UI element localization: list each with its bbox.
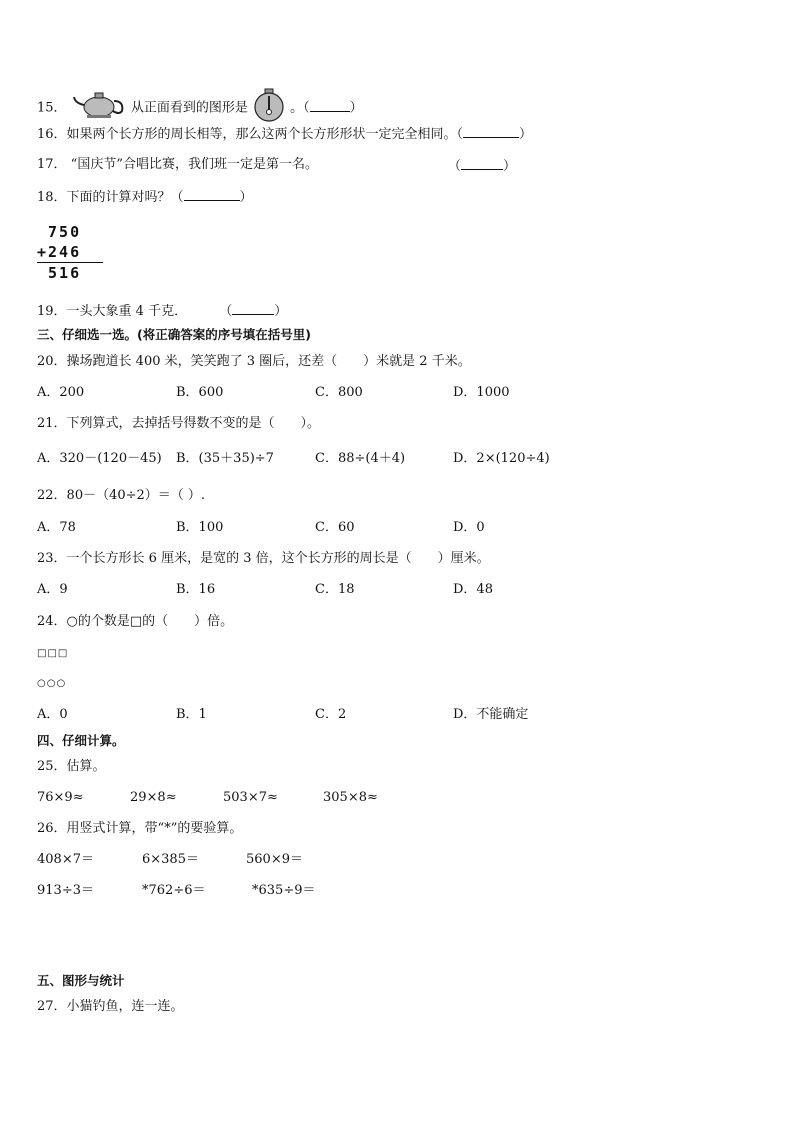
option-b[interactable]: B．(35＋35)÷7 [176,451,274,466]
option-b[interactable]: B．1 [176,707,207,722]
answer-blank[interactable] [463,124,519,138]
close-paren: ） [349,100,363,116]
circle-row: ○○○ [37,678,67,689]
question-16 [37,124,532,144]
estimate-item: 503×7≈ [223,790,278,805]
close-paren: ） [274,304,288,319]
question-text: 19．一头大象重 4 千克． [37,304,188,319]
option-a[interactable]: A．0 [37,707,68,722]
close-paren: ） [519,127,533,142]
calc-item: 408×7＝ [37,852,94,867]
option-a[interactable]: A．200 [37,385,85,400]
calc-item: 913÷3＝ [37,883,94,898]
question-15 [37,88,363,128]
estimate-item: 305×8≈ [323,790,378,805]
question-22: 22．80－（40÷2）＝（ ）. [37,488,206,503]
option-d[interactable]: D．0 [453,520,485,535]
answer-blank[interactable] [184,187,240,201]
estimate-item: 29×8≈ [130,790,177,805]
question-24: 24．○的个数是□的（ ）倍。 [37,614,234,629]
calc-item: 6×385＝ [142,852,199,867]
question-text: 。（ [290,100,310,116]
question-20: 20．操场跑道长 400 米，笑笑跑了 3 圈后，还差（ ）米就是 2 千米。 [37,354,471,369]
option-c[interactable]: C．88÷(4＋4) [315,451,406,466]
calc-item: *762÷6＝ [142,883,206,898]
option-d[interactable]: D．2×(120÷4) [453,451,550,466]
answer-paren-17 [448,156,516,176]
option-d[interactable]: D．不能确定 [453,707,529,722]
option-c[interactable]: C．18 [315,582,355,597]
answer-blank[interactable] [461,156,503,170]
option-a[interactable]: A．320－(120－45) [37,451,162,466]
option-d[interactable]: D．48 [453,582,493,597]
question-23: 23．一个长方形长 6 厘米，是宽的 3 倍，这个长方形的周长是（ ）厘米。 [37,551,490,566]
option-b[interactable]: B．600 [176,385,224,400]
question-number: 15． [37,100,67,116]
question-27: 27．小猫钓鱼，连一连。 [37,999,184,1014]
option-b[interactable]: B．16 [176,582,216,597]
section-3-heading: 三、仔细选一选。(将正确答案的序号填在括号里) [37,327,311,342]
question-21: 21．下列算式，去掉括号得数不变的是（ ）。 [37,416,321,431]
estimate-item: 76×9≈ [37,790,84,805]
option-a[interactable]: A．78 [37,520,76,535]
vertical-row: +246 [37,243,82,261]
open-paren: （ [219,304,233,319]
answer-blank[interactable] [232,301,274,315]
option-c[interactable]: C．60 [315,520,355,535]
question-text: 17． “国庆节”合唱比赛，我们班一定是第一名。 [37,157,318,172]
question-18 [37,187,253,207]
option-c[interactable]: C．2 [315,707,347,722]
question-text: 18．下面的计算对吗？（ [37,190,184,205]
question-26: 26．用竖式计算，带“*”的要验算。 [37,821,243,836]
section-5-heading: 五、图形与统计 [37,973,125,988]
question-19 [37,301,287,321]
question-17 [37,156,318,174]
teapot-front-icon [252,88,286,128]
vertical-addition [37,222,103,283]
option-a[interactable]: A．9 [37,582,68,597]
answer-blank[interactable] [310,98,350,112]
question-25: 25．估算。 [37,759,106,774]
option-b[interactable]: B．100 [176,520,224,535]
question-text: 从正面看到的图形是 [130,100,248,116]
calc-item: *635÷9＝ [252,883,316,898]
teapot-icon [71,91,127,125]
open-paren: （ [448,159,462,174]
square-row: □□□ [37,648,69,659]
question-text: 16．如果两个长方形的周长相等，那么这两个长方形形状一定完全相同。（ [37,127,464,142]
vertical-result: 516 [37,264,82,282]
section-4-heading: 四、仔细计算。 [37,733,125,748]
close-paren: ） [503,159,517,174]
vertical-row: 750 [37,223,82,241]
option-d[interactable]: D．1000 [453,385,510,400]
option-c[interactable]: C．800 [315,385,363,400]
calc-item: 560×9＝ [246,852,303,867]
close-paren: ） [239,190,253,205]
